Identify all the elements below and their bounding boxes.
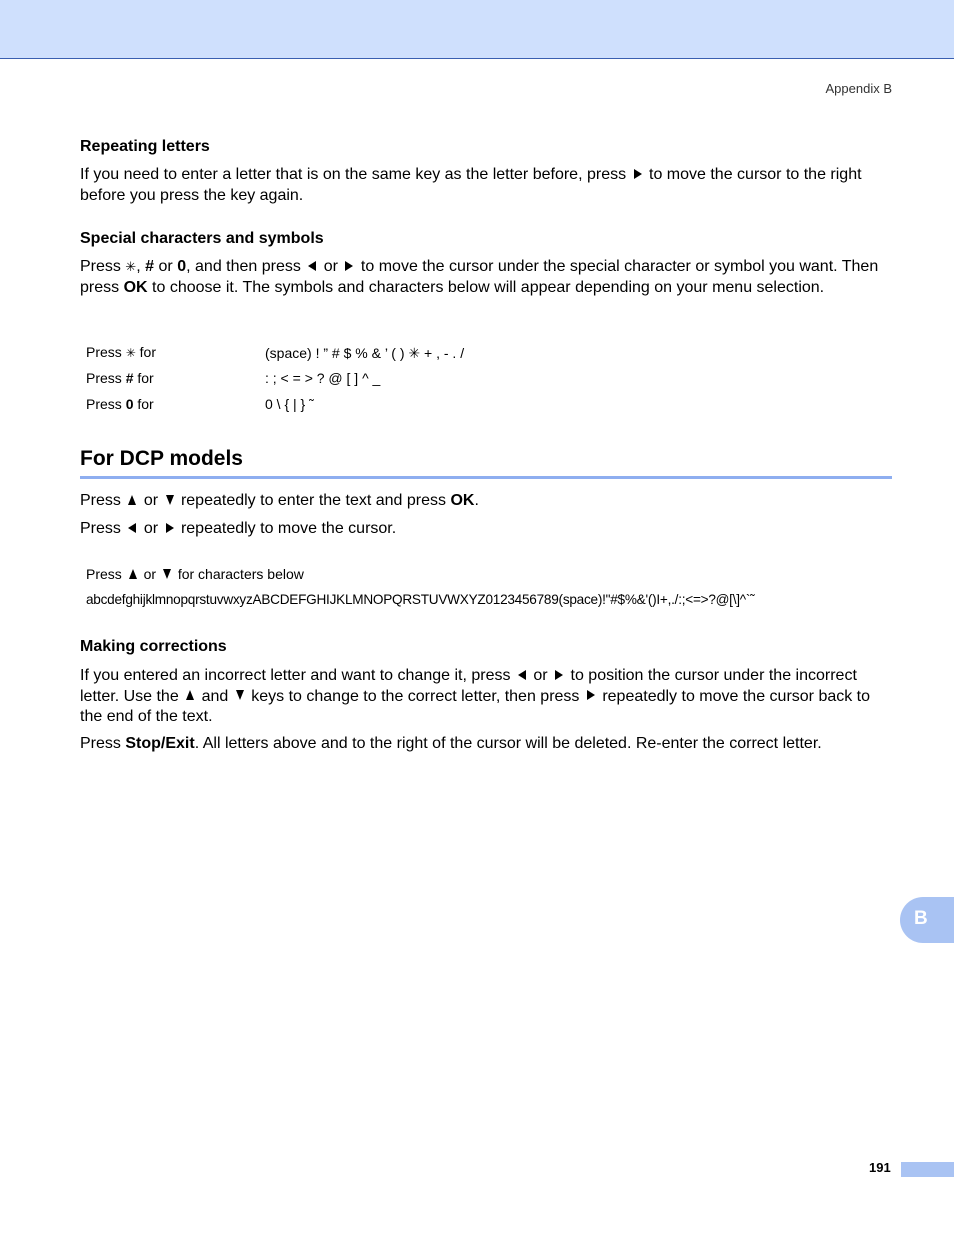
stop-exit-key: Stop/Exit: [125, 735, 195, 752]
paragraph-repeating-letters: If you need to enter a letter that is on the same key as the letter before, press to move the cursor to the right before you press the key again.: [80, 166, 862, 204]
left-arrow-icon: [518, 670, 526, 680]
paragraph-special-characters: Press ✳, # or 0, and then press or to move the cursor under the special character or symbol you want. Then press OK to choose it. The symbols and characters below will appear depending on your menu selection.: [80, 258, 879, 296]
paragraph-dcp-line2: Press or repeatedly to move the cursor.: [80, 520, 397, 537]
table-cell-value: : ; < = > ? @ [ ] ^ _: [265, 370, 381, 386]
heading-special-characters: Special characters and symbols: [80, 230, 324, 247]
section-heading-dcp-models: For DCP models: [80, 447, 892, 479]
table-row: Press # for: [86, 370, 154, 386]
left-arrow-icon: [128, 523, 136, 533]
down-arrow-icon: [236, 690, 244, 700]
paragraph-corrections-2: Press Stop/Exit. All letters above and to the right of the cursor will be deleted. Re-enter the correct letter.: [80, 735, 822, 752]
heading-making-corrections: Making corrections: [80, 638, 227, 655]
left-arrow-icon: [308, 261, 316, 271]
right-arrow-icon: [345, 261, 353, 271]
star-key-icon: ✳: [125, 259, 137, 274]
heading-repeating-letters: Repeating letters: [80, 138, 210, 155]
hash-key: #: [145, 258, 155, 275]
paragraph-dcp-line1: Press or repeatedly to enter the text and press OK.: [80, 492, 479, 509]
table-row: Press ✳ for: [86, 344, 156, 360]
table-row: Press or for characters below: [86, 566, 304, 582]
up-arrow-icon: [186, 690, 194, 700]
up-arrow-icon: [128, 495, 136, 505]
down-arrow-icon: [166, 495, 174, 505]
right-arrow-icon: [555, 670, 563, 680]
right-arrow-icon: [634, 169, 642, 179]
table-row: Press 0 for: [86, 396, 154, 412]
page-number: 191: [869, 1160, 891, 1175]
paragraph-corrections-1: If you entered an incorrect letter and want to change it, press or to position the cursor under the incorrect letter. Use the and keys to change to the correct letter, then press repeatedly to move the cursor back to the end of the text.: [80, 667, 871, 725]
zero-key: 0: [177, 258, 187, 275]
star-key-icon: ✳: [125, 346, 136, 360]
table-cell-value: (space) ! ” # $ % & ’ ( ) ✳ + , - . /: [265, 345, 465, 361]
table-cell-value: 0 \ { | } ˜: [265, 396, 314, 412]
right-arrow-icon: [166, 523, 174, 533]
appendix-b-side-tab: B: [900, 897, 954, 943]
page-number-bar: [901, 1162, 954, 1177]
up-arrow-icon: [129, 569, 137, 579]
running-head: Appendix B: [825, 81, 892, 96]
right-arrow-icon: [587, 690, 595, 700]
ok-key: OK: [123, 278, 148, 296]
down-arrow-icon: [163, 569, 171, 579]
ok-key: OK: [450, 492, 475, 509]
table-cell-value: abcdefghijklmnopqrstuvwxyzABCDEFGHIJKLMNOPQRSTUVWXYZ0123456789(space)!"#$%&'()I+,./:;<=>?@[\]^`˜: [86, 592, 755, 607]
top-header-band: [0, 0, 954, 59]
